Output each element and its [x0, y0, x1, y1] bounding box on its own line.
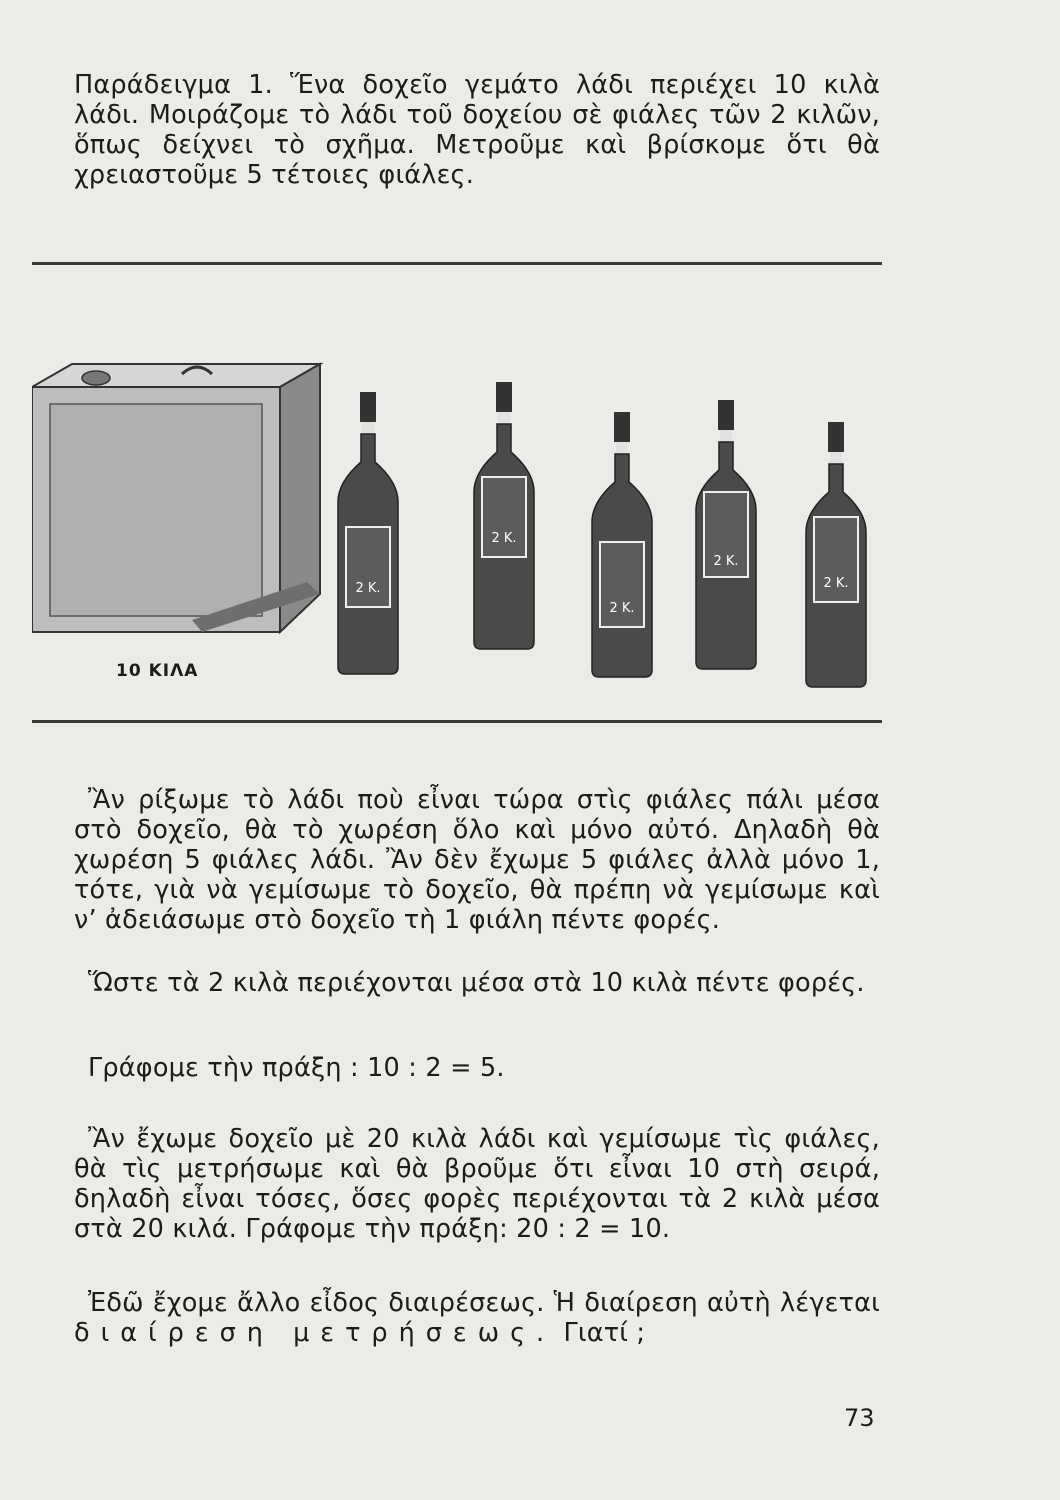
paragraph-refill: Ἂν ρίξωμε τὸ λάδι ποὺ εἶναι τώρα στὶς φιάλες πάλι μέσα στὸ δοχεῖο, θὰ τὸ χωρέση ὅλο καὶ μόνο αὐτό. Δηλαδὴ θὰ χωρέση 5 φιάλες λάδι. Ἂν δὲν ἔχωμε 5 φιάλες ἀλλὰ μόνο 1, τότε, γιὰ νὰ γεμίσωμε τὸ δοχεῖο, θὰ πρέπη νὰ γεμίσωμε καὶ ν’ ἀδειάσωμε στὸ δοχεῖο τὴ 1 φιάλη πέντε φορές.	[74, 785, 880, 935]
bottle-label: 2 Κ.	[823, 576, 849, 591]
container-caption: 10 ΚΙΛΑ	[116, 661, 199, 681]
oil-container	[32, 364, 320, 632]
definition-lead: Ἐδῶ ἔχομε ἄλλο εἶδος διαιρέσεως. Ἡ διαίρεση αὐτὴ λέγεται	[88, 1288, 880, 1318]
bottle	[592, 412, 652, 677]
definition-question: Γιατί ;	[563, 1318, 646, 1348]
definition-term: διαίρεση μετρήσεως.	[74, 1318, 556, 1348]
bottle	[338, 392, 398, 674]
paragraph-operation: Γράφομε τὴν πράξη : 10 : 2 = 5.	[88, 1053, 505, 1083]
bottle-label: 2 Κ.	[355, 581, 381, 596]
paragraph-definition	[74, 1288, 880, 1348]
page-number: 73	[844, 1404, 875, 1432]
bottle-label: 2 Κ.	[713, 554, 739, 569]
paragraph-conclusion: Ὥστε τὰ 2 κιλὰ περιέχονται μέσα στὰ 10 κιλὰ πέντε φορές.	[88, 968, 865, 998]
bottle	[696, 400, 756, 669]
illustration-container-and-bottles	[32, 352, 882, 697]
top-divider	[32, 262, 882, 265]
bottle	[474, 382, 534, 649]
example-paragraph: Παράδειγμα 1. Ἕνα δοχεῖο γεμάτο λάδι περιέχει 10 κιλὰ λάδι. Μοιράζομε τὸ λάδι τοῦ δοχείου σὲ φιάλες τῶν 2 κιλῶν, ὅπως δείχνει τὸ σχῆμα. Μετροῦμε καὶ βρίσκομε ὅτι θὰ χρειαστοῦμε 5 τέτοιες φιάλες.	[74, 70, 880, 190]
bottom-divider	[32, 720, 882, 723]
bottle-label: 2 Κ.	[609, 601, 635, 616]
bottle	[806, 422, 866, 687]
paragraph-second-example: Ἂν ἔχωμε δοχεῖο μὲ 20 κιλὰ λάδι καὶ γεμίσωμε τὶς φιάλες, θὰ τὶς μετρήσωμε καὶ θὰ βροῦμε ὅτι εἶναι 10 στὴ σειρά, δηλαδὴ εἶναι τόσες, ὅσες φορὲς περιέχονται τὰ 2 κιλὰ μέσα στὰ 20 κιλά. Γράφομε τὴν πράξη: 20 : 2 = 10.	[74, 1124, 880, 1244]
bottle-label: 2 Κ.	[491, 531, 517, 546]
